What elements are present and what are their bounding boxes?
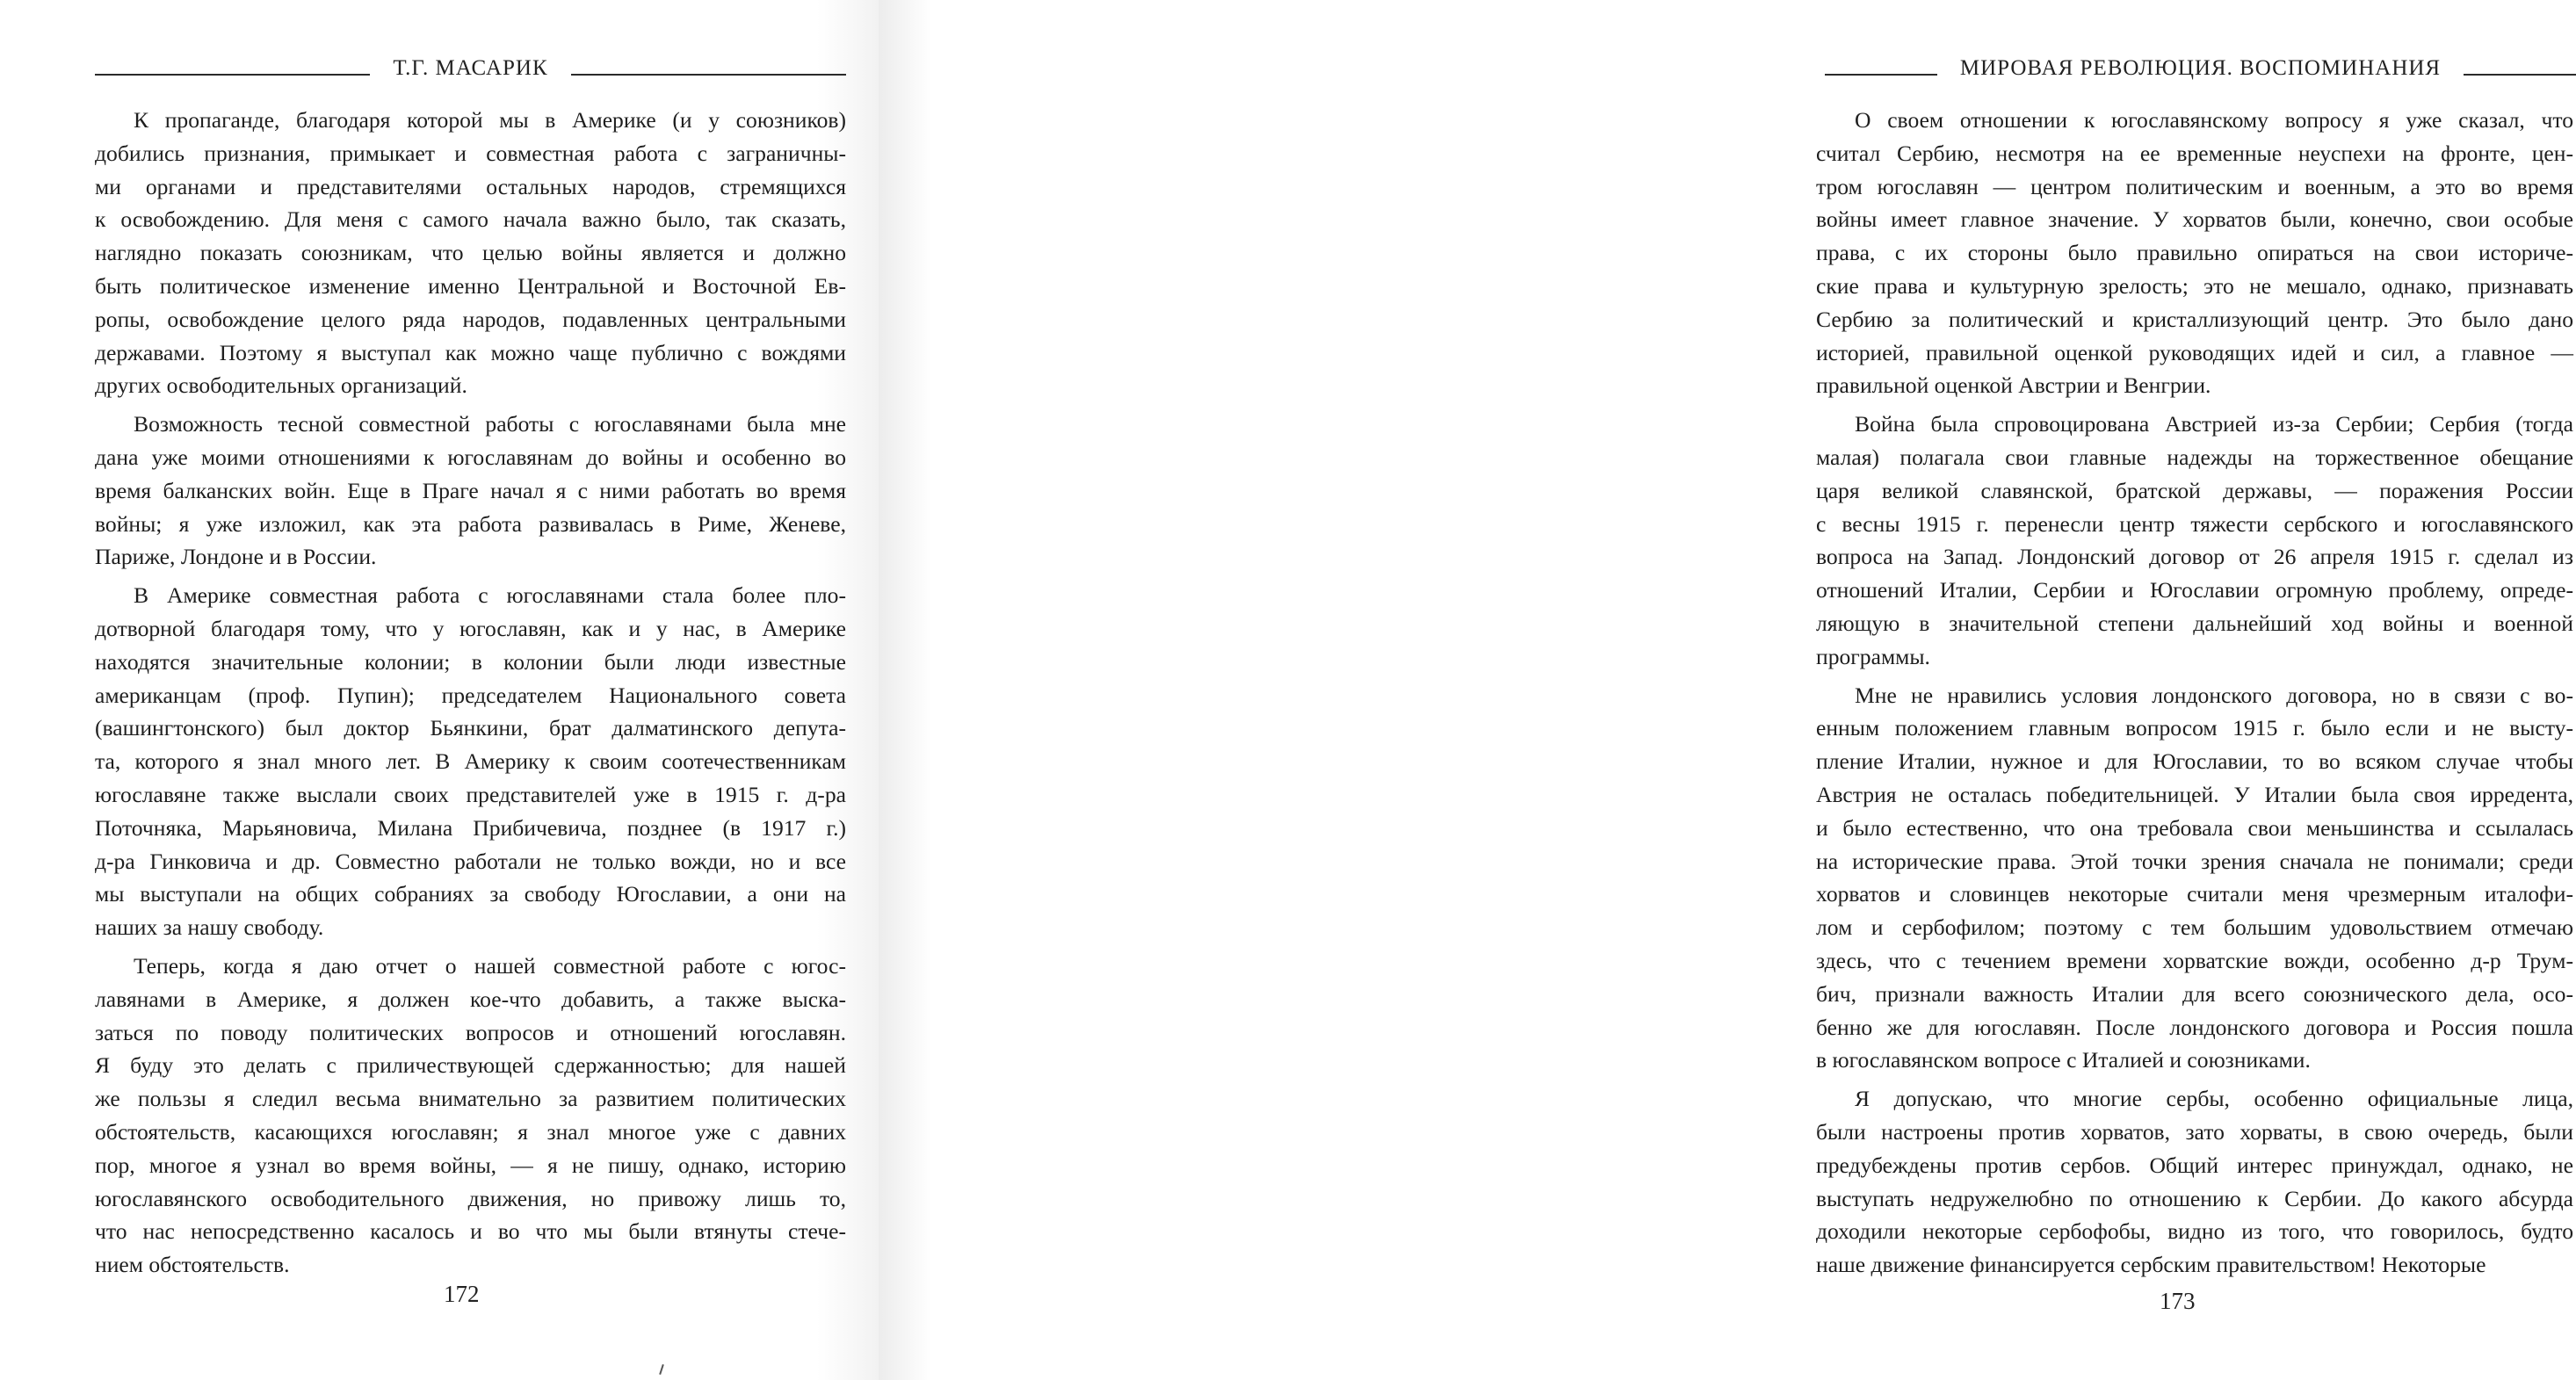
- text-line: права, с их стороны было правильно опираться на свои историче-: [1816, 240, 2573, 266]
- text-line: Париже, Лондоне и в России.: [95, 544, 377, 570]
- text-line: на исторические права. Этой точки зрения сначала не понимали; среди: [1816, 848, 2573, 874]
- paragraph: [1816, 408, 2573, 673]
- text-line: пор, многое я узнал во время войны, — я не пишу, однако, историю: [95, 1152, 846, 1178]
- header-rule-left: [95, 74, 370, 76]
- text-line: лавянами в Америке, я должен кое-что добавить, а также выска-: [95, 986, 846, 1012]
- text-line: находятся значительные колонии; в колонии были люди известные: [95, 648, 846, 675]
- right-page-number: 173: [2160, 1288, 2196, 1314]
- right-page: [879, 0, 2573, 1380]
- text-line: что нас непосредственно касалось и во что мы были втянуты стечe-: [95, 1218, 846, 1245]
- text-line: историей, правильной оценкой руководящих идей и сил, а главное —: [1816, 339, 2573, 365]
- text-line: царя великой славянской, братской державы, — поражения России: [1816, 477, 2573, 503]
- text-line: добились признания, примыкает и совместная работа с заграничны-: [95, 140, 846, 166]
- text-line: американцам (проф. Пупин); председателем Национального совета: [95, 682, 846, 708]
- text-line: здесь, что с течением времени хорватские вожди, особенно д-р Трум-: [1816, 947, 2573, 973]
- text-line: обстоятельств, касающихся югославян; я знал многое уже с давних: [95, 1118, 846, 1145]
- text-line: же пользы я следил весьма внимательно за развитием политических: [95, 1086, 846, 1112]
- text-line: тром югославян — центром политическим и военным, а это во время: [1816, 173, 2573, 199]
- text-line: Поточняка, Марьяновича, Милана Прибичевича, позднее (в 1917 г.): [95, 814, 846, 841]
- text-line: выступать недружелюбно по отношению к Сербии. До какого абсурда: [1816, 1185, 2573, 1211]
- text-line: хорватов и словинцев некоторые считали меня чрезмерным италофи-: [1816, 881, 2573, 907]
- text-line: дана уже моими отношениями к югославянам до войны и особенно во: [95, 444, 846, 470]
- text-line: вопроса на Запад. Лондонский договор от 26 апреля 1915 г. сделал из: [1816, 544, 2573, 570]
- header-rule-left: [1825, 74, 1937, 76]
- text-line: с весны 1915 г. перенесли центр тяжести сербского и югославянского: [1816, 510, 2573, 537]
- text-line: в югославянском вопросе с Италией и союзниками.: [1816, 1047, 2311, 1073]
- text-line: малая) полагала свои главные надежды на торжественное обещание: [1816, 444, 2573, 470]
- text-line: заться по поводу политических вопросов и отношений югославян.: [95, 1019, 846, 1045]
- header-rule-right: [571, 74, 846, 76]
- text-line: ропы, освобождение целого ряда народов, подавленных центральными: [95, 306, 846, 332]
- paragraph: [1816, 104, 2573, 402]
- text-line: Австрия не осталась победительницей. У Италии была своя ирредента,: [1816, 781, 2573, 807]
- paragraph: [1816, 679, 2573, 1078]
- text-line: (вашингтонского) был доктор Бьянкини, брат далматинского депута-: [95, 715, 846, 741]
- text-line: наглядно показать союзникам, что целью войны является и должно: [95, 240, 846, 266]
- text-line: нием обстоятельств.: [95, 1252, 290, 1278]
- text-line: время балканских войн. Еще в Праге начал я с ними работать во время: [95, 477, 846, 503]
- text-line: Теперь, когда я даю отчет о нашей совместной работе с югос-: [134, 952, 846, 979]
- text-line: лом и сербофилом; поэтому с тем большим удовольствием отмечаю: [1816, 914, 2573, 941]
- text-line: быть политическое изменение именно Центральной и Восточной Ев-: [95, 272, 846, 299]
- left-page: [0, 0, 879, 1380]
- text-line: Возможность тесной совместной работы с югославянами была мне: [134, 411, 846, 437]
- paragraph: [95, 579, 846, 944]
- paragraph: [95, 950, 846, 1282]
- left-body-text: [95, 104, 846, 1287]
- text-line: ми органами и представителями остальных народов, стремящихся: [95, 173, 846, 199]
- text-line: считал Сербию, несмотря на ее временные неуспехи на фронте, цен-: [1816, 140, 2573, 166]
- text-line: бич, признали важность Италии для всего союзнического дела, осо-: [1816, 980, 2573, 1007]
- text-line: К пропаганде, благодаря которой мы в Америке (и у союзников): [134, 107, 846, 133]
- text-line: программы.: [1816, 643, 1930, 669]
- text-line: Мне не нравились условия лондонского договора, но в связи с во-: [1855, 682, 2573, 708]
- text-line: та, которого я знал много лет. В Америку к своим соотечественникам: [95, 748, 846, 775]
- text-line: бенно же для югославян. После лондонского договора и Россия пошла: [1816, 1014, 2573, 1040]
- text-line: югославянского освободительного движения, но привожу лишь то,: [95, 1185, 846, 1211]
- text-line: наше движение финансируется сербским правительством! Некоторые: [1816, 1252, 2486, 1278]
- text-line: дотворной благодаря тому, что у югославян, как и у нас, в Америке: [95, 615, 846, 641]
- text-line: были настроены против хорватов, зато хорваты, в свою очередь, были: [1816, 1118, 2573, 1145]
- right-running-header: [1825, 51, 2576, 86]
- left-page-number: 172: [444, 1281, 480, 1307]
- text-line: мы выступали на общих собраниях за свободу Югославии, а они на: [95, 881, 846, 907]
- text-line: к освобождению. Для меня с самого начала важно было, так сказать,: [95, 206, 846, 233]
- text-line: В Америке совместная работа с югославянами стала более пло-: [134, 582, 846, 609]
- text-line: наших за нашу свободу.: [95, 914, 324, 941]
- paragraph: [1816, 1082, 2573, 1282]
- text-line: Война была спровоцирована Австрией из-за Сербии; Сербия (тогда: [1855, 411, 2573, 437]
- right-body-text: [1816, 104, 2573, 1287]
- text-line: и было естественно, что она требовала свои меньшинства и ссылалась: [1816, 814, 2573, 841]
- left-running-title: Т.Г. МАСАРИК: [393, 56, 548, 80]
- text-line: енным положением главным вопросом 1915 г. было если и не высту-: [1816, 715, 2573, 741]
- text-line: югославяне также выслали своих представителей уже в 1915 г. д-ра: [95, 781, 846, 807]
- text-line: ские права и культурную зрелость; это не мешало, однако, признавать: [1816, 272, 2573, 299]
- text-line: доходили некоторые сербофобы, видно из того, что говорилось, будто: [1816, 1218, 2573, 1245]
- text-line: Я допускаю, что многие сербы, особенно официальные лица,: [1855, 1086, 2573, 1112]
- text-line: Сербию за политический и кристаллизующий центр. Это было дано: [1816, 306, 2573, 332]
- text-line: Я буду это делать с приличествующей сдержанностью; для нашей: [95, 1052, 846, 1079]
- text-line: державами. Поэтому я выступал как можно чаще публично с вождями: [95, 339, 846, 365]
- left-running-header: [95, 51, 846, 86]
- paragraph: [95, 408, 846, 574]
- text-line: войны имеет главное значение. У хорватов были, конечно, свои особые: [1816, 206, 2573, 233]
- text-line: войны; я уже изложил, как эта работа развивалась в Риме, Женеве,: [95, 510, 846, 537]
- text-line: О своем отношении к югославянскому вопросу я уже сказал, что: [1855, 107, 2573, 133]
- header-rule-right: [2464, 74, 2576, 76]
- text-line: других освободительных организаций.: [95, 372, 467, 399]
- text-line: ляющую в значительной степени дальнейший ход войны и военной: [1816, 610, 2573, 636]
- text-line: отношений Италии, Сербии и Югославии огромную проблему, опреде-: [1816, 577, 2573, 603]
- text-line: правильной оценкой Австрии и Венгрии.: [1816, 372, 2211, 399]
- text-line: пление Италии, нужное и для Югославии, то во всяком случае чтобы: [1816, 748, 2573, 775]
- paragraph: [95, 104, 846, 402]
- text-line: предубеждены против сербов. Общий интерес принуждал, однако, не: [1816, 1152, 2573, 1178]
- text-line: д-ра Гинковича и др. Совместно работали не только вожди, но и все: [95, 848, 846, 874]
- right-running-title: МИРОВАЯ РЕВОЛЮЦИЯ. ВОСПОМИНАНИЯ: [1959, 56, 2442, 80]
